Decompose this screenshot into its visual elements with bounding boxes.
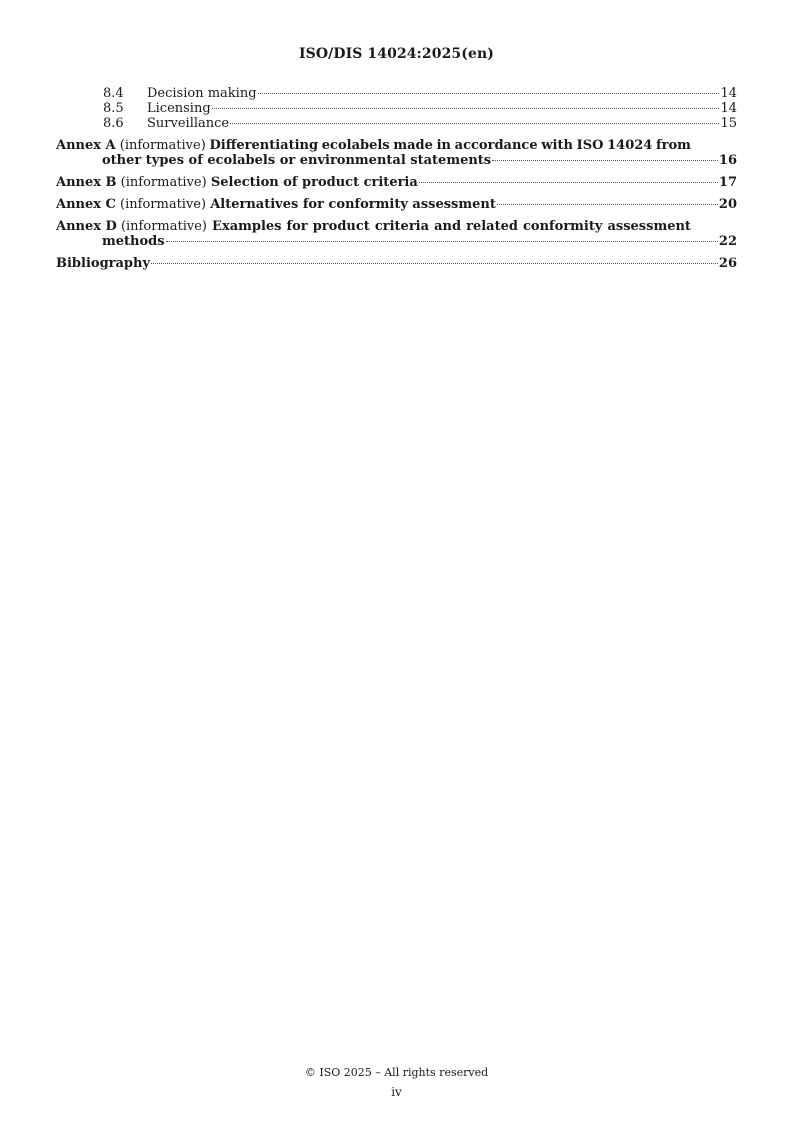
dot-leader — [230, 123, 719, 124]
annex-title-word: for — [286, 219, 308, 234]
copyright-notice: © ISO 2025 – All rights reserved — [304, 1066, 489, 1079]
toc-entry-title: Licensing — [147, 101, 211, 116]
annex-title-word: 14024 — [607, 138, 653, 153]
dot-leader — [497, 204, 718, 205]
toc-entry-page: 17 — [718, 175, 737, 190]
toc-entry-number: 8.4 — [103, 86, 124, 101]
dot-leader — [212, 108, 720, 109]
toc-entry-8-5[interactable] — [56, 101, 737, 116]
annex-title-word: assessment — [607, 219, 691, 234]
toc-entry-number: 8.6 — [103, 116, 124, 131]
annex-label: Annex D — [56, 219, 117, 234]
annex-title-continuation: methods — [102, 234, 165, 249]
toc-entry-number: 8.5 — [103, 101, 124, 116]
annex-title-word: Differentiating — [209, 138, 319, 153]
toc-entry-page: 26 — [718, 256, 737, 271]
toc-entry-page: 14 — [720, 86, 737, 101]
annex-title-word: from — [656, 138, 691, 153]
toc-entry-first-line — [56, 219, 691, 234]
toc-entry-page: 20 — [718, 197, 737, 212]
bibliography-title: Bibliography — [56, 256, 151, 271]
annex-title-word: accordance — [454, 138, 538, 153]
dot-leader — [419, 182, 718, 183]
toc-entry-8-6[interactable] — [56, 116, 737, 131]
table-of-contents — [56, 86, 737, 271]
annex-title: Alternatives for conformity assessment — [210, 197, 496, 212]
annex-type: (informative) — [120, 197, 207, 212]
toc-entry-annex-b[interactable] — [56, 175, 737, 190]
toc-entry-page: 22 — [718, 234, 737, 249]
annex-title-word: and — [434, 219, 462, 234]
toc-entry-title: Surveillance — [147, 116, 230, 131]
dot-leader — [492, 160, 718, 161]
annex-title-word: in — [436, 138, 451, 153]
toc-entry-page: 15 — [720, 116, 737, 131]
toc-entry-8-4[interactable] — [56, 86, 737, 101]
annex-title-word: with — [541, 138, 573, 153]
toc-entry-annex-a[interactable] — [56, 138, 737, 168]
annex-title-word: criteria — [374, 219, 430, 234]
annex-title-word: ecolabels — [321, 138, 390, 153]
toc-entry-second-line — [56, 234, 737, 249]
annex-label: Annex A — [56, 138, 116, 153]
annex-title-word: product — [312, 219, 370, 234]
document-header: ISO/DIS 14024:2025(en) — [298, 46, 494, 62]
annex-label: Annex C — [56, 197, 116, 212]
toc-entry-annex-c[interactable] — [56, 197, 737, 212]
annex-type: (informative) — [119, 138, 206, 153]
toc-entry-title: Decision making — [147, 86, 257, 101]
annex-title-continuation: other types of ecolabels or environmental statements — [102, 153, 492, 168]
toc-entry-second-line — [56, 153, 737, 168]
dot-leader — [151, 263, 718, 264]
dot-leader — [258, 93, 720, 94]
annex-type: (informative) — [120, 219, 207, 234]
toc-entry-page: 14 — [720, 101, 737, 116]
toc-entry-first-line — [56, 138, 691, 153]
annex-title-word: Examples — [212, 219, 282, 234]
dot-leader — [166, 241, 718, 242]
annex-title-word: made — [393, 138, 433, 153]
annex-title-word: ISO — [576, 138, 604, 153]
annex-title: Selection of product criteria — [210, 175, 418, 190]
annex-type: (informative) — [120, 175, 207, 190]
annex-label: Annex B — [56, 175, 117, 190]
toc-entry-page: 16 — [718, 153, 737, 168]
page-number: iv — [391, 1085, 402, 1099]
toc-entry-annex-d[interactable] — [56, 219, 737, 249]
annex-title-word: conformity — [523, 219, 603, 234]
toc-entry-bibliography[interactable] — [56, 256, 737, 271]
annex-title-word: related — [466, 219, 518, 234]
